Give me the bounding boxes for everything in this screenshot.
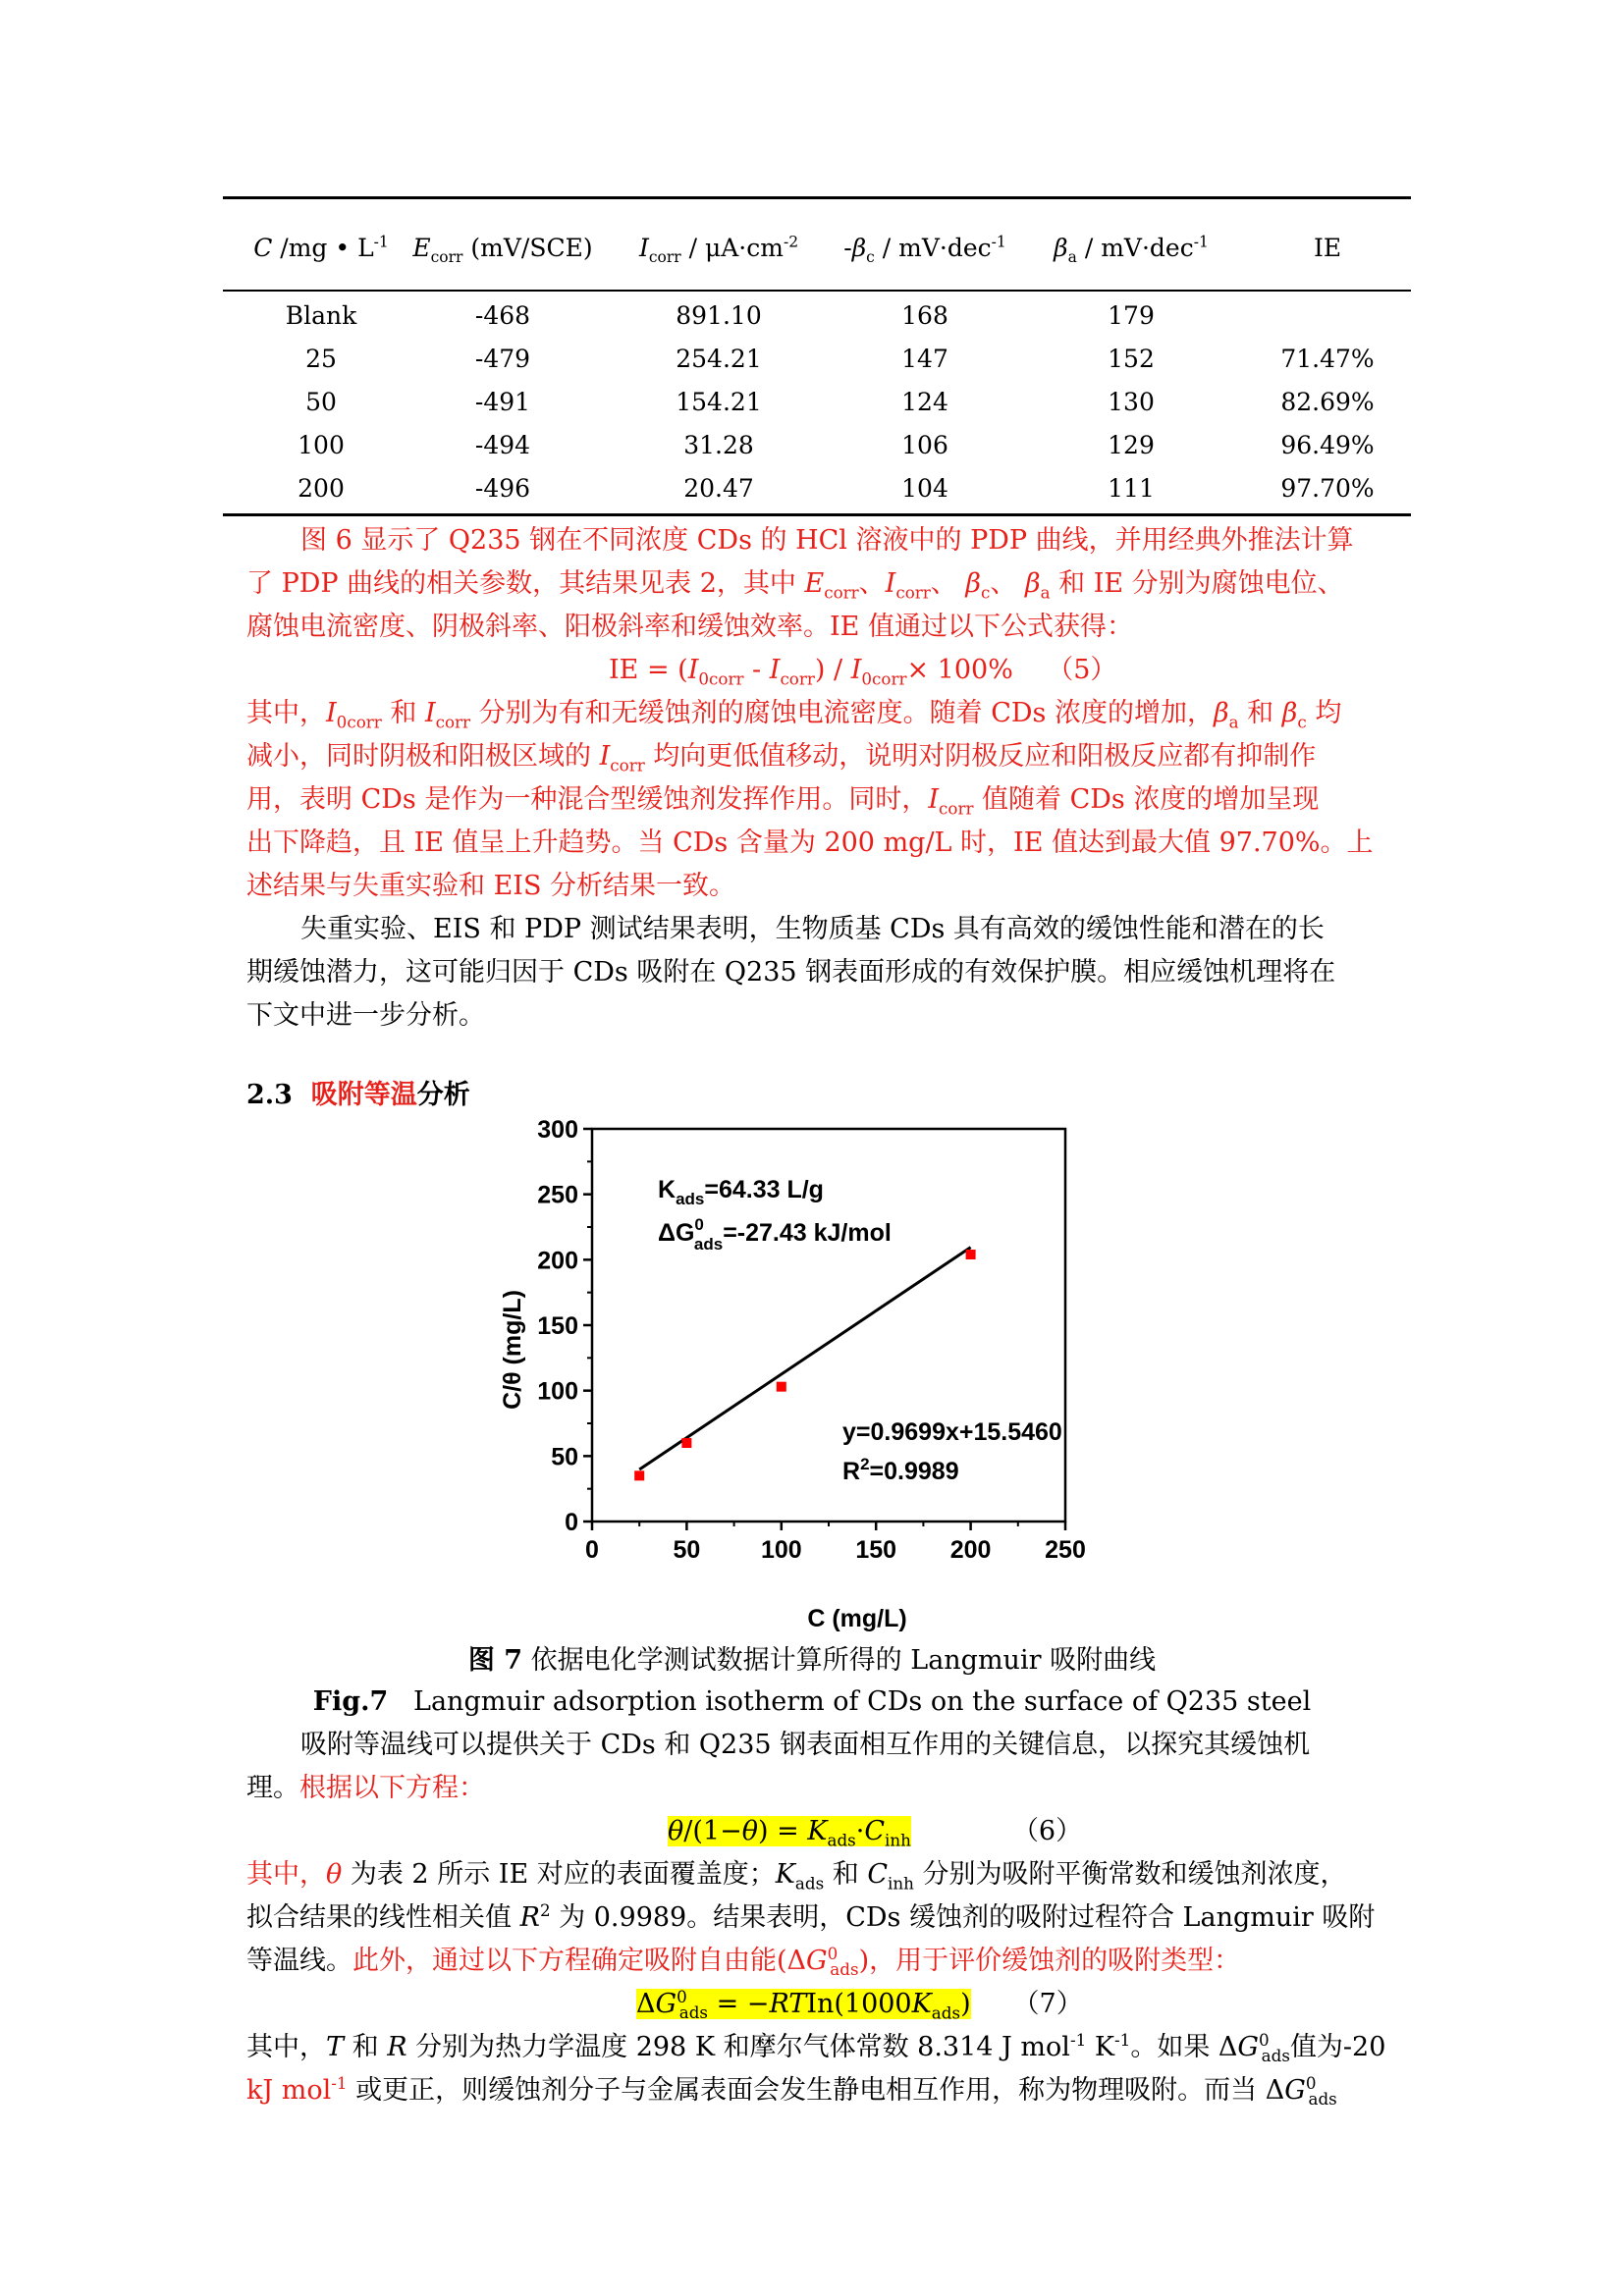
para5-line3: 等温线。此外，通过以下方程确定吸附自由能$(\Delta G^0_{ads})$，用于评价缓蚀剂的吸附类型： xyxy=(246,1944,1241,1980)
para1-line1: 图 6 显示了 Q235 钢在不同浓度 CDs 的 HCl 溶液中的 PDP 曲线，并用经典外推法计算 xyxy=(300,525,1354,556)
cell-icorr: 154.21 xyxy=(676,388,762,416)
cell-ba: 129 xyxy=(1108,431,1155,459)
cell-ecorr: -496 xyxy=(474,474,531,503)
para6-line2: kJ mol$^{-1}$ 或更正，则缓蚀剂分子与金属表面会发生静电相互作用，称为物理吸附。而当 $\Delta G^0_{ads}$ xyxy=(246,2073,1337,2109)
col-header-ie: IE xyxy=(1313,234,1342,262)
para6-line1: 其中，T 和 R 分别为热力学温度 298 K 和摩尔气体常数 8.314 J mol$^{-1}$ $K^{-1}$。如果 $\Delta G^0_{ads}$值为-20 xyxy=(246,2030,1386,2066)
cell-ecorr: -494 xyxy=(474,431,531,459)
figure-caption-cn: 图 7 依据电化学测试数据计算所得的 Langmuir 吸附曲线 xyxy=(467,1645,1157,1676)
langmuir-chart xyxy=(481,1109,1149,1639)
para2-line3: 用，表明 CDs 是作为一种混合型缓蚀剂发挥作用。同时，$I_{corr}$ 值随着 CDs 浓度的增加呈现 xyxy=(246,784,1320,819)
cell-ie: 97.70% xyxy=(1280,474,1375,503)
cell-c: 100 xyxy=(298,431,345,459)
y-tick-label: 200 xyxy=(537,1247,578,1275)
cell-ba: 130 xyxy=(1108,388,1155,416)
col-header-bc: $-\beta_c / mV\cdot dec^{-1}$ xyxy=(843,233,1006,266)
para4-line1: 吸附等温线可以提供关于 CDs 和 Q235 钢表面相互作用的关键信息，以探究其缓蚀机 xyxy=(300,1730,1311,1760)
table-row xyxy=(223,381,1411,424)
table-row xyxy=(223,467,1411,510)
cell-ie: 96.49% xyxy=(1280,431,1375,459)
para3-line2: 期缓蚀潜力，这可能归因于 CDs 吸附在 Q235 钢表面形成的有效保护膜。相应缓蚀机理将在 xyxy=(246,957,1336,988)
x-tick-label: 50 xyxy=(673,1536,701,1564)
y-tick-label: 150 xyxy=(537,1312,578,1340)
section-heading: 2.3 吸附等温分析 xyxy=(246,1080,470,1110)
cell-c: 50 xyxy=(305,388,337,416)
col-header-ba: $\beta_a / mV\cdot dec^{-1}$ xyxy=(1054,233,1209,266)
equation-6: $\theta/(1-\theta) = K_{ads}\cdot C_{inh}$ （6） xyxy=(668,1816,1083,1850)
x-axis-label: C (mg/L) xyxy=(807,1605,907,1632)
para2-line2: 减小，同时阴极和阳极区域的 $I_{corr}$ 均向更低值移动，说明对阴极反应和阳极反应都有抑制作 xyxy=(246,741,1317,775)
x-tick-label: 250 xyxy=(1045,1536,1086,1564)
cell-bc: 168 xyxy=(901,301,948,330)
data-point xyxy=(681,1438,691,1448)
cell-c: 200 xyxy=(298,474,345,503)
para4-line2: 理。根据以下方程： xyxy=(246,1773,485,1803)
table-header-rule xyxy=(223,290,1411,292)
data-point xyxy=(966,1250,976,1259)
cell-bc: 147 xyxy=(901,345,948,373)
cell-ba: 111 xyxy=(1108,474,1155,503)
para1-line2: 了 PDP 曲线的相关参数，其结果见表 2，其中 $E_{corr}$、$I_{corr}$、 $\beta_c$、 $\beta_a$ 和 IE 分别为腐蚀电位、 xyxy=(246,568,1344,603)
y-tick-label: 250 xyxy=(537,1181,578,1209)
cell-c: 25 xyxy=(305,345,337,373)
fit-equation: y=0.9699x+15.5460 xyxy=(842,1418,1062,1446)
y-tick-label: 100 xyxy=(537,1377,578,1406)
x-tick-label: 0 xyxy=(585,1536,599,1564)
para2-line5: 述结果与失重实验和 EIS 分析结果一致。 xyxy=(246,871,736,901)
para5-line1: 其中，θ 为表 2 所示 IE 对应的表面覆盖度；$K_{ads}$ 和 $C_{inh}$ 分别为吸附平衡常数和缓蚀剂浓度， xyxy=(246,1859,1347,1894)
cell-icorr: 31.28 xyxy=(683,431,754,459)
y-tick-label: 300 xyxy=(537,1116,578,1144)
r-squared: $R^2=0.9989$ xyxy=(842,1455,959,1485)
chart-points xyxy=(634,1250,975,1480)
para2-line1: 其中，$I_{0corr}$ 和 $I_{corr}$ 分别为有和无缓蚀剂的腐蚀电流密度。随着 CDs 浓度的增加，$\beta_a$ 和 $\beta_c$ 均 xyxy=(246,698,1342,732)
cell-ie: 71.47% xyxy=(1280,345,1375,373)
y-tick-label: 0 xyxy=(565,1509,578,1536)
kads-annotation: $K_{ads}=64.33$ L/g xyxy=(658,1176,824,1208)
table-row xyxy=(223,338,1411,381)
equation-5: IE = $(I_{0corr} - I_{corr}) / I_{0corr}\times 100\%$ （5） xyxy=(609,655,1117,689)
cell-ba: 152 xyxy=(1108,345,1155,373)
para5-line2: 拟合结果的线性相关值 $R^2$ 为 0.9989。结果表明，CDs 缓蚀剂的吸附过程符合 Langmuir 吸附 xyxy=(246,1900,1376,1933)
para3-line1: 失重实验、EIS 和 PDP 测试结果表明，生物质基 CDs 具有高效的缓蚀性能和潜在的长 xyxy=(300,914,1325,944)
y-axis-label: C/θ (mg/L) xyxy=(499,1290,526,1410)
y-tick-label: 50 xyxy=(551,1443,578,1471)
table-bottom-rule xyxy=(223,513,1411,516)
col-header-c: C /mg • $L^{-1}$ xyxy=(253,233,389,262)
cell-bc: 124 xyxy=(901,388,948,416)
x-tick-label: 200 xyxy=(949,1536,992,1564)
cell-ecorr: -479 xyxy=(474,345,531,373)
table-top-rule xyxy=(223,196,1411,199)
cell-bc: 106 xyxy=(901,431,948,459)
data-point xyxy=(777,1382,786,1392)
table-header-row xyxy=(223,227,1411,270)
table-row xyxy=(223,424,1411,467)
figure-caption-en: Fig.7 Langmuir adsorption isotherm of CDs on the surface of Q235 steel xyxy=(312,1686,1312,1717)
cell-icorr: 254.21 xyxy=(676,345,762,373)
para3-line3: 下文中进一步分析。 xyxy=(246,1000,485,1031)
cell-icorr: 891.10 xyxy=(676,301,762,330)
cell-bc: 104 xyxy=(901,474,948,503)
data-point xyxy=(634,1470,644,1480)
cell-ecorr: -491 xyxy=(474,388,531,416)
para2-line4: 出下降趋，且 IE 值呈上升趋势。当 CDs 含量为 200 mg/L 时，IE 值达到最大值 97.70%。上 xyxy=(246,828,1374,858)
para1-line3: 腐蚀电流密度、阴极斜率、阳极斜率和缓蚀效率。IE 值通过以下公式获得： xyxy=(246,612,1133,642)
x-tick-label: 150 xyxy=(855,1536,897,1564)
x-tick-label: 100 xyxy=(760,1536,802,1564)
cell-ie: 82.69% xyxy=(1280,388,1375,416)
col-header-ecorr: $E_{corr}$ (mV/SCE) xyxy=(412,234,593,266)
cell-ba: 179 xyxy=(1108,301,1155,330)
dg-annotation: $\Delta G^0$ ads=-27.43 kJ/mol xyxy=(658,1215,892,1254)
cell-ecorr: -468 xyxy=(474,301,531,330)
col-header-icorr: $I_{corr} / \mu A\cdot cm^{-2}$ xyxy=(638,233,799,266)
cell-icorr: 20.47 xyxy=(683,474,754,503)
table-row xyxy=(223,294,1411,338)
cell-c: Blank xyxy=(285,301,357,330)
equation-7: $\Delta G^0_{ads}$ = $-RTIn(1000K_{ads})$ （7） xyxy=(636,1987,1083,2023)
